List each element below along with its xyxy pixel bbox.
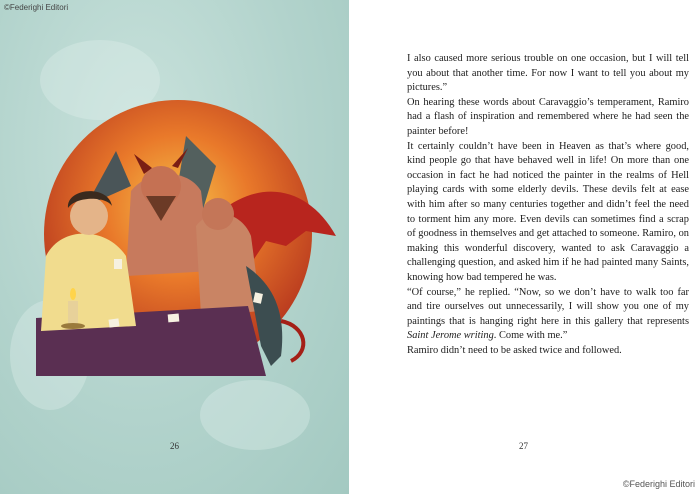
playing-card-icon	[168, 313, 180, 322]
candle-holder-icon	[61, 323, 85, 329]
page-number: 26	[170, 441, 179, 451]
paragraph: On hearing these words about Caravaggio’s temperament, Ramiro had a flash of inspiration and remembered where he had seen the painter before!	[407, 96, 689, 137]
candle-flame-icon	[70, 288, 76, 300]
paragraph-text: . Come with me.”	[493, 330, 568, 342]
painter-head-icon	[70, 197, 108, 235]
copyright-notice: ©Federighi Editori	[4, 3, 69, 12]
right-page	[349, 0, 700, 494]
copyright-notice: ©Federighi Editori	[622, 479, 695, 489]
painting-title: Saint Jerome writing	[407, 330, 494, 342]
playing-card-icon	[114, 259, 122, 269]
paragraph	[407, 286, 689, 344]
card-game-illustration	[36, 96, 348, 376]
playing-card-icon	[108, 318, 119, 327]
candle-icon	[68, 301, 78, 325]
left-page	[0, 0, 349, 494]
paragraph: I also caused more serious trouble on one occasion, but I will tell you about that another time. For now I want to tell you about my pictures.”	[407, 53, 689, 94]
page-number: 27	[519, 441, 528, 451]
paragraph: Ramiro didn’t need to be asked twice and followed.	[407, 344, 622, 356]
story-text	[407, 52, 689, 358]
paragraph: It certainly couldn’t have been in Heaven as that’s where good, kind people go that have behaved well in life! On more than one occasion in fact he had noticed the painter in the realms of Hell playing cards with some elderly devils. These devils felt at ease with him after so many centuries together and didn’t feel the need to torment him any more. Even devils can sometimes find a scrap of goodness in themselves and get attached to someone. Ramiro, on making this wonderful discovery, wanted to ask Caravaggio a challenging question, and asked him if he had painted many Saints, knowing how bad tempered he was.	[407, 140, 689, 283]
devil-head-icon	[202, 198, 234, 230]
devil-tail-icon	[281, 321, 303, 361]
paper-stain	[200, 380, 310, 450]
paragraph-text: “Of course,” he replied. “Now, so we don’t have to walk too far and tire ourselves out unnecessarily, I will show you one of my paintings that is hanging right here in this gallery that represents	[407, 286, 689, 327]
